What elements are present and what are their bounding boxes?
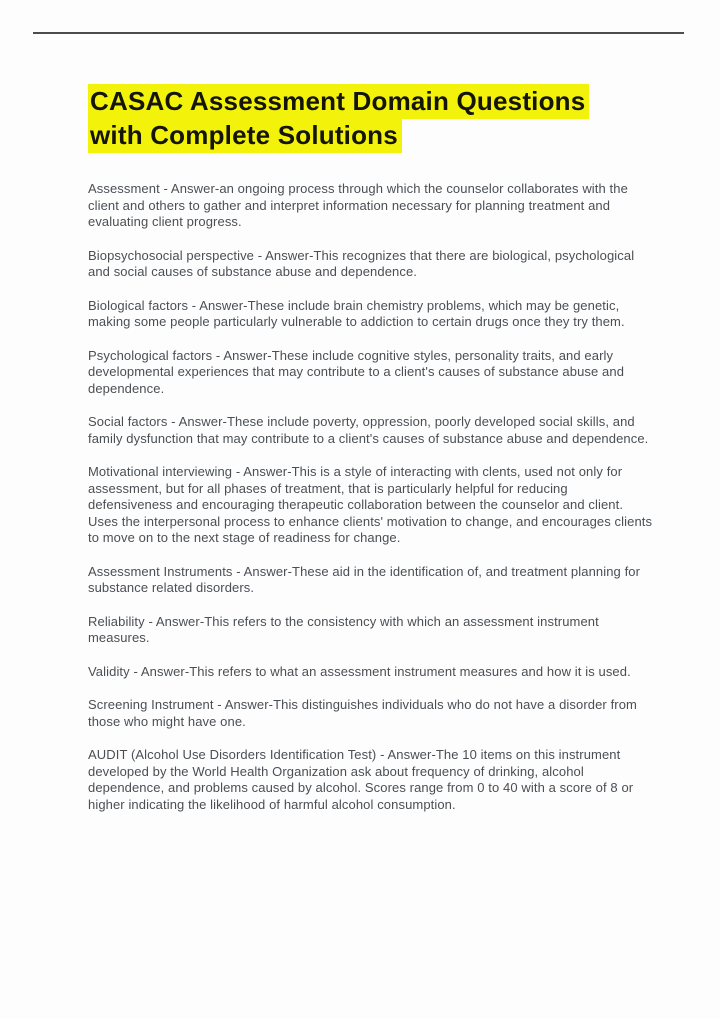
definition-psychological-factors: Psychological factors - Answer-These include cognitive styles, personality traits, and early developmental experiences that may contribute to a client's causes of substance abuse and dependence. [88, 347, 625, 396]
document-body [88, 181, 654, 830]
definition-validity: Validity - Answer-This refers to what an assessment instrument measures and how it is used. [88, 663, 631, 679]
definition-social-factors: Social factors - Answer-These include poverty, oppression, poorly developed social skills, and family dysfunction that may contribute to a client's causes of substance abuse and dependence. [88, 414, 649, 446]
definition-audit: AUDIT (Alcohol Use Disorders Identification Test) - Answer-The 10 items on this instrument developed by the World Health Organization ask about frequency of drinking, alcohol dependence, and problems caused by alcohol. Scores range from 0 to 40 with a score of 8 or higher indicating the likelihood of harmful alcohol consumption. [88, 747, 634, 812]
definition-screening-instrument: Screening Instrument - Answer-This distinguishes individuals who do not have a disorder from those who might have one. [88, 697, 637, 729]
definition-biological-factors: Biological factors - Answer-These include brain chemistry problems, which may be genetic, making some people particularly vulnerable to addiction to certain drugs once they try them. [88, 297, 625, 329]
top-divider-rule [33, 32, 684, 34]
definition-biopsychosocial-perspective: Biopsychosocial perspective - Answer-This recognizes that there are biological, psychological and social causes of substance abuse and dependence. [88, 247, 635, 279]
definition-assessment: Assessment - Answer-an ongoing process through which the counselor collaborates with the client and others to gather and interpret information necessary for planning treatment and evaluating client progress. [88, 181, 628, 229]
page-title-line-1: CASAC Assessment Domain Questions [88, 84, 589, 119]
definition-motivational-interviewing: Motivational interviewing - Answer-This is a style of interacting with clents, used not only for assessment, but for all phases of treatment, that is particularly helpful for reducing defensiveness and encouraging therapeutic collaboration between the counselor and client. Uses the interpersonal process to enhance clients' motivation to change, and encourages clients to move on to the next stage of readiness for change. [88, 464, 653, 545]
definition-reliability: Reliability - Answer-This refers to the consistency with which an assessment instrument measures. [88, 613, 599, 645]
definition-assessment-instruments: Assessment Instruments - Answer-These aid in the identification of, and treatment planning for substance related disorders. [88, 563, 641, 595]
page-title [88, 84, 589, 152]
page-title-line-2: with Complete Solutions [88, 118, 402, 153]
